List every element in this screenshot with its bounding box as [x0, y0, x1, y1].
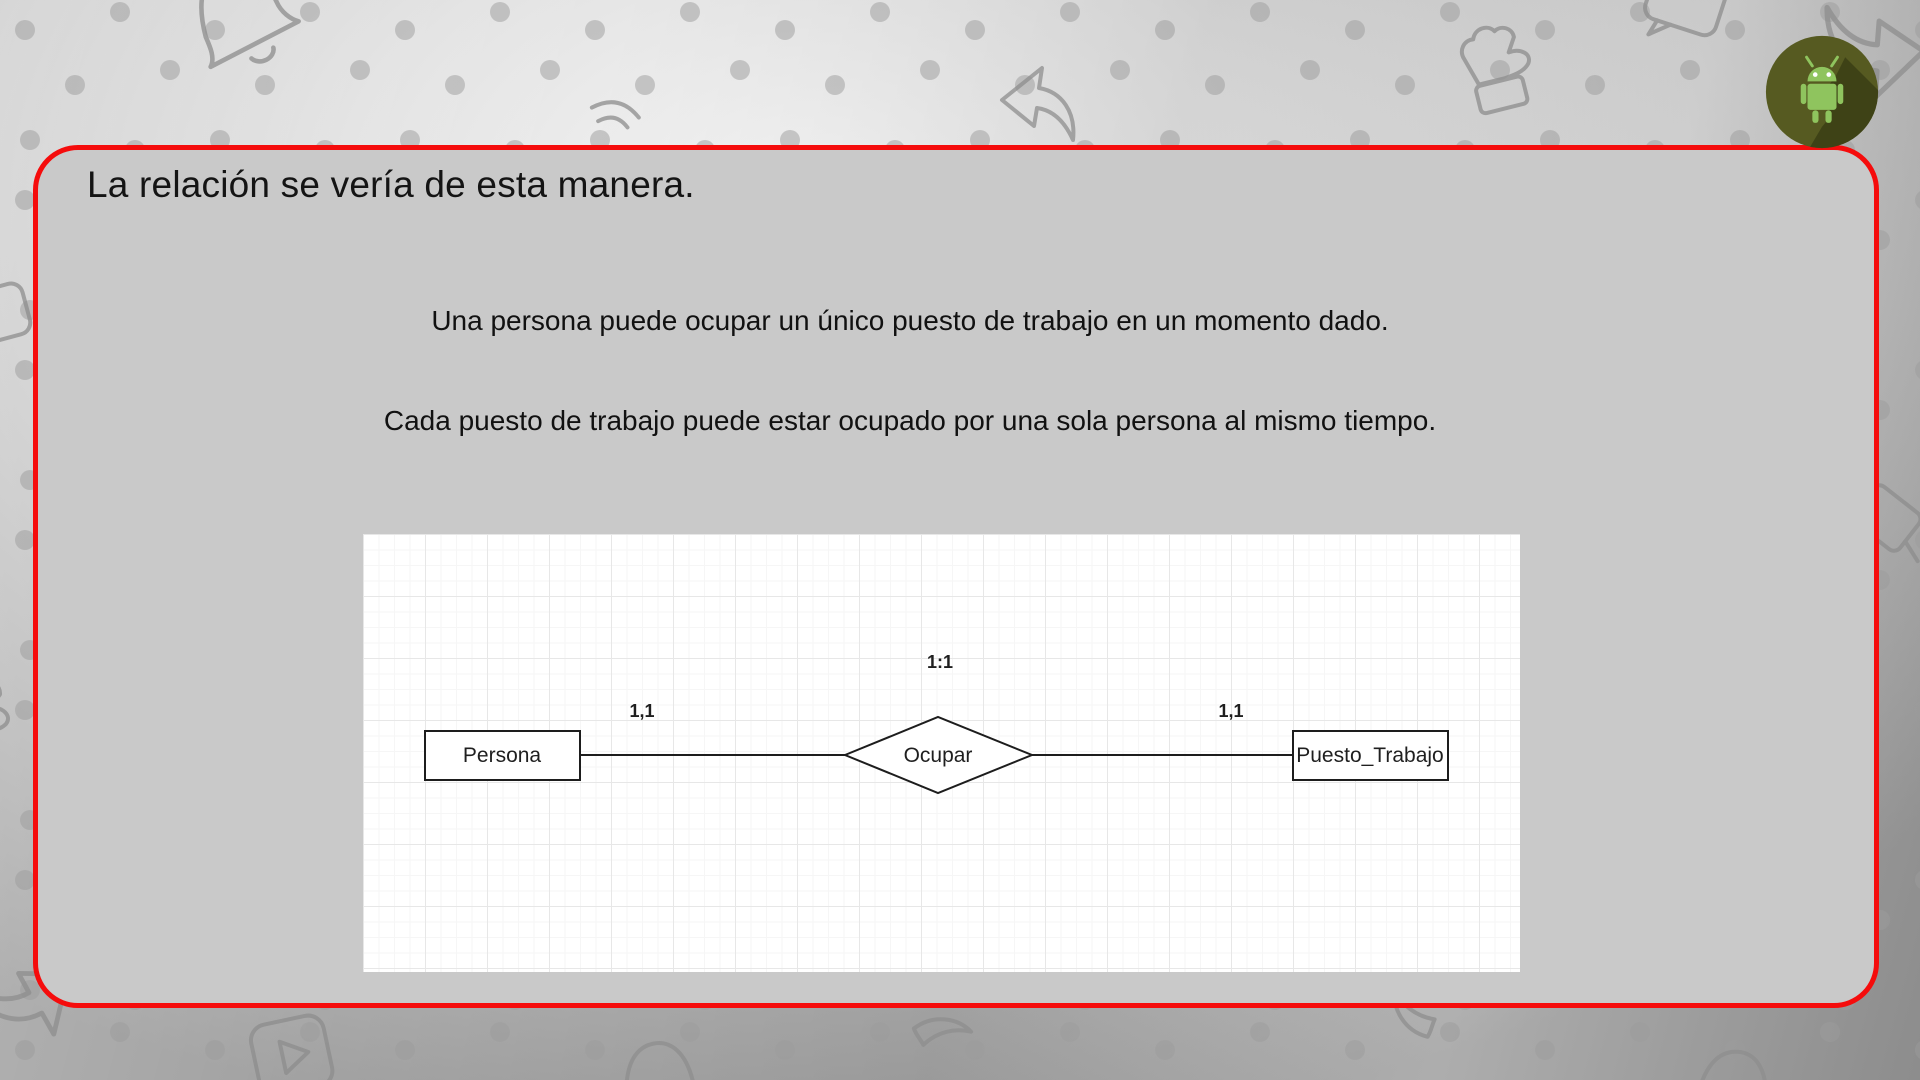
cardinality-right-label: 1,1: [1218, 701, 1244, 721]
statement-1: Una persona puede ocupar un único puesto de trabajo en un momento dado.: [431, 305, 1389, 336]
cardinality-left-label: 1,1: [629, 701, 655, 721]
er-diagram-canvas: [363, 534, 1520, 972]
page-title: La relación se vería de esta manera.: [87, 164, 695, 205]
relationship-ocupar-label: Ocupar: [903, 744, 973, 767]
entity-puesto-trabajo-label: Puesto_Trabajo: [1296, 744, 1444, 767]
android-logo: [1764, 34, 1880, 150]
statement-2: Cada puesto de trabajo puede estar ocupado por una sola persona al mismo tiempo.: [383, 405, 1437, 436]
ratio-label: 1:1: [926, 652, 954, 672]
entity-persona-label: Persona: [462, 744, 542, 767]
slide-panel: [33, 145, 1879, 1008]
